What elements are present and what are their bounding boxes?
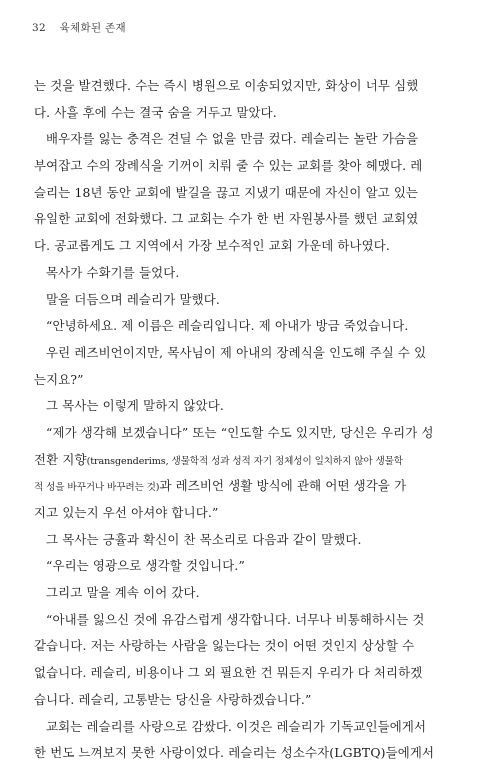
text-line-mixed bbox=[34, 473, 468, 500]
text-line: 유일한 교회에 전화했다. 그 교회는 수가 한 번 자원봉사를 했던 교회였 bbox=[34, 211, 419, 227]
text-line: 슬리는 18년 동안 교회에 발길을 끊고 지냈기 때문에 자신이 알고 있는 bbox=[34, 184, 419, 200]
text-line: 같습니다. 저는 사랑하는 사람을 잃는다는 것이 어떤 것인지 상상할 수 bbox=[34, 638, 415, 654]
text-line: “우리는 영광으로 생각할 것입니다.” bbox=[46, 558, 245, 574]
text-line: 한 번도 느껴보지 못한 사랑이었다. 레슬리는 성소수자(LGBTQ)들에게서 bbox=[34, 745, 435, 761]
text-line: 교회는 레슬리를 사랑으로 감쌌다. 이것은 레슬리가 기독교인들에게서 bbox=[46, 718, 427, 734]
text-segment: 전환 지향 bbox=[34, 451, 87, 467]
text-line: 그 목사는 이렇게 말하지 않았다. bbox=[46, 398, 224, 414]
text-line: 다. 사흘 후에 수는 결국 숨을 거두고 말았다. bbox=[34, 104, 277, 120]
text-line: 목사가 수화기를 들었다. bbox=[46, 264, 180, 280]
text-line: 배우자를 잃는 충격은 견딜 수 없을 만큼 컸다. 레슬리는 놀란 가슴을 bbox=[46, 131, 419, 147]
text-line: 는 것을 발견했다. 수는 즉시 병원으로 이송되었지만, 화상이 너무 심했 bbox=[34, 78, 419, 93]
text-line: 우린 레즈비언이지만, 목사님이 제 아내의 장례식을 인도해 주실 수 있 bbox=[46, 344, 427, 360]
text-line: 없습니다. 레슬리, 비용이나 그 외 필요한 건 뭐든지 우리가 다 처리하겠 bbox=[34, 665, 423, 681]
text-line: 지고 있는지 우선 아셔야 합니다.” bbox=[34, 505, 219, 520]
running-title: 육체화된 존재 bbox=[59, 22, 126, 34]
text-line: 는지요?” bbox=[34, 371, 84, 387]
body-text bbox=[34, 73, 468, 767]
page-number: 32 bbox=[32, 22, 46, 34]
text-line: 그 목사는 긍휼과 확신이 찬 목소리로 다음과 같이 말했다. bbox=[46, 531, 362, 547]
footnote-gloss: (transgenderims, 생물학적 성과 성적 자기 정체성이 일치하지 않아 생물학 bbox=[86, 455, 403, 467]
text-line: 말을 더듬으며 레슬리가 말했다. bbox=[46, 291, 220, 307]
text-line: “제가 생각해 보겠습니다” 또는 “인도할 수도 있지만, 당신은 우리가 성 bbox=[46, 424, 434, 440]
text-segment: 과 레즈비언 생활 방식에 관해 어떤 생각을 가 bbox=[159, 478, 407, 494]
text-line: 습니다. 레슬리, 고통받는 당신을 사랑하겠습니다.” bbox=[34, 691, 312, 707]
text-line: “아내를 잃으신 것에 유감스럽게 생각합니다. 너무나 비통해하시는 것 bbox=[46, 611, 425, 627]
text-line: 다. 공교롭게도 그 지역에서 가장 보수적인 교회 가운데 하나였다. bbox=[34, 238, 390, 254]
footnote-gloss: 적 성을 바꾸거나 바꾸려는 것) bbox=[34, 482, 160, 494]
running-header bbox=[32, 20, 126, 35]
text-line: “안녕하세요. 제 이름은 레슬리입니다. 제 아내가 방금 죽었습니다. bbox=[46, 318, 409, 334]
text-line: 부여잡고 수의 장례식을 기꺼이 치뤄 줄 수 있는 교회를 찾아 헤맸다. 레 bbox=[34, 158, 423, 174]
text-line-mixed bbox=[34, 447, 468, 474]
text-line: 그리고 말을 계속 이어 갔다. bbox=[46, 585, 200, 601]
